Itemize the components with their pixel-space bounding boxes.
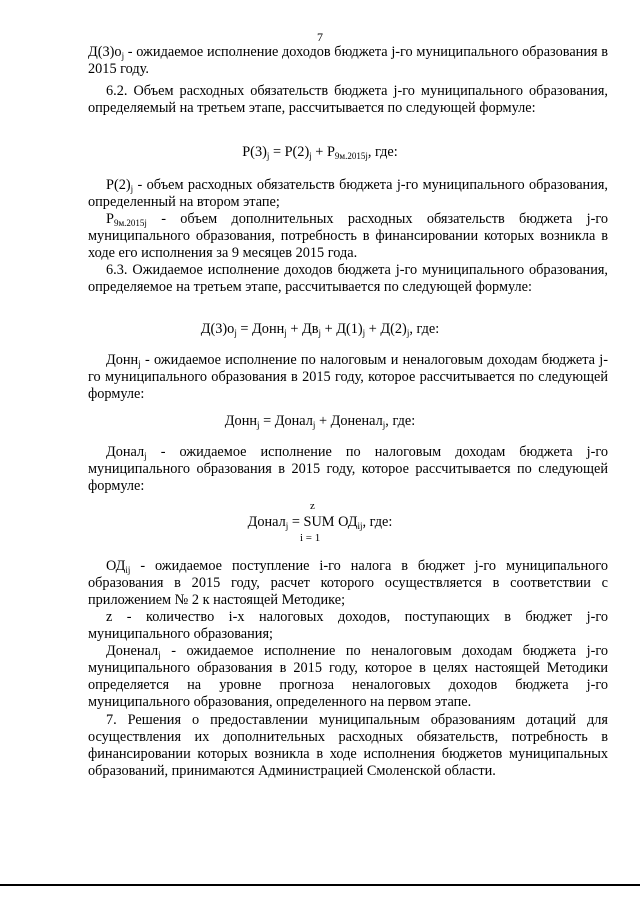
term: Донал	[106, 444, 145, 460]
formula-donal-sum	[0, 498, 640, 548]
term: Р	[106, 211, 114, 227]
term-subscript: ij	[125, 565, 131, 575]
term: Р(2)	[106, 177, 131, 193]
sum-lower-limit: i = 1	[300, 532, 321, 544]
section-7: 7. Решения о предоставлении муниципальным образованиям дотаций для осуществления их дополнительных расходных обязательств, потребность в финансировании которых возникла в ходе исполнения бюджетов муниципальных образований, принимаются Администрацией Смоленской области.	[88, 712, 608, 779]
term: ОД	[106, 558, 126, 574]
term-subscript: 9м.2015j	[113, 218, 147, 228]
definition-text: - объем расходных обязательств бюджета j-го муниципального образования, определенный на втором этапе;	[88, 177, 608, 210]
paragraph-donn-definition	[88, 352, 608, 403]
paragraph-doneal-definition	[88, 643, 608, 711]
paragraph-p9m-definition	[88, 211, 608, 262]
definition-text: - ожидаемое исполнение по налоговым и неналоговым доходам бюджета j-го муниципального образования в 2015 году, которое рассчитывается по следующей формуле:	[88, 352, 608, 402]
definition-text: - ожидаемое исполнение доходов бюджета j-го муниципального образования в 2015 году.	[88, 44, 608, 77]
page-bottom-rule	[0, 884, 640, 886]
formula-donn: Донн$_j$ = Донал$_j$ + Доненал$_j$, где:	[224, 413, 416, 430]
definition-text: - ожидаемое поступление i-го налога в бюджет j-го муниципального образования в 2015 году, расчет которого осуществляется в соответствии с приложением № 2 к настоящей Методике;	[88, 558, 608, 608]
formula-p3: $Р(3)_j = Р(2)_j + Р_{9м.2015j}$, где:	[242, 144, 398, 161]
definition-text: - ожидаемое исполнение по неналоговым доходам бюджета j-го муниципального образования в 2015 году, которое в целях настоящей Методики определяется на уровне прогноза неналоговых доходов бюджета j-го муниципального образования, определенного на первом этапе.	[88, 643, 608, 710]
sum-expression: Донал$_j$ = SUM $ОД_{ij}$, где:	[247, 514, 393, 531]
term-subscript: j	[138, 359, 141, 369]
term-subscript: j	[144, 451, 147, 461]
section-6-3: 6.3. Ожидаемое исполнение доходов бюджета j-го муниципального образования, определяемое на третьем этапе, рассчитывается по следующей формуле:	[88, 262, 608, 295]
page-number: 7	[317, 30, 323, 44]
section-6-2: 6.2. Объем расходных обязательств бюджета j-го муниципального образования, определяемый на третьем этапе, рассчитывается по следующей формуле:	[88, 83, 608, 116]
paragraph-d3o-definition	[88, 44, 608, 78]
term-subscript: j	[158, 650, 161, 660]
paragraph-donal-definition	[88, 444, 608, 495]
paragraph-z-definition: z - количество i-х налоговых доходов, поступающих в бюджет j-го муниципального образования;	[88, 609, 608, 642]
term-subscript: j	[130, 184, 134, 194]
paragraph-p2-definition	[88, 177, 608, 211]
formula-d3o: $Д(3)о_j$ = Донн$_j$ + $Дв_j + Д(1)_j + Д(2)_j$, где:	[200, 321, 440, 338]
term: Д(3)о	[88, 44, 122, 60]
sum-upper-limit: z	[310, 500, 315, 512]
definition-text: - ожидаемое исполнение по налоговым доходам бюджета j-го муниципального образования в 2015 году, которое рассчитывается по следующей формуле:	[88, 444, 608, 494]
term: Доненал	[106, 643, 159, 659]
paragraph-odij-definition	[88, 558, 608, 609]
term: Донн	[106, 352, 139, 368]
definition-text: - объем дополнительных расходных обязательств бюджета j-го муниципального образования, потребность в финансировании которых возникла в ходе его исполнения за 9 месяцев 2015 года.	[88, 211, 608, 261]
term-subscript: j	[121, 51, 125, 61]
